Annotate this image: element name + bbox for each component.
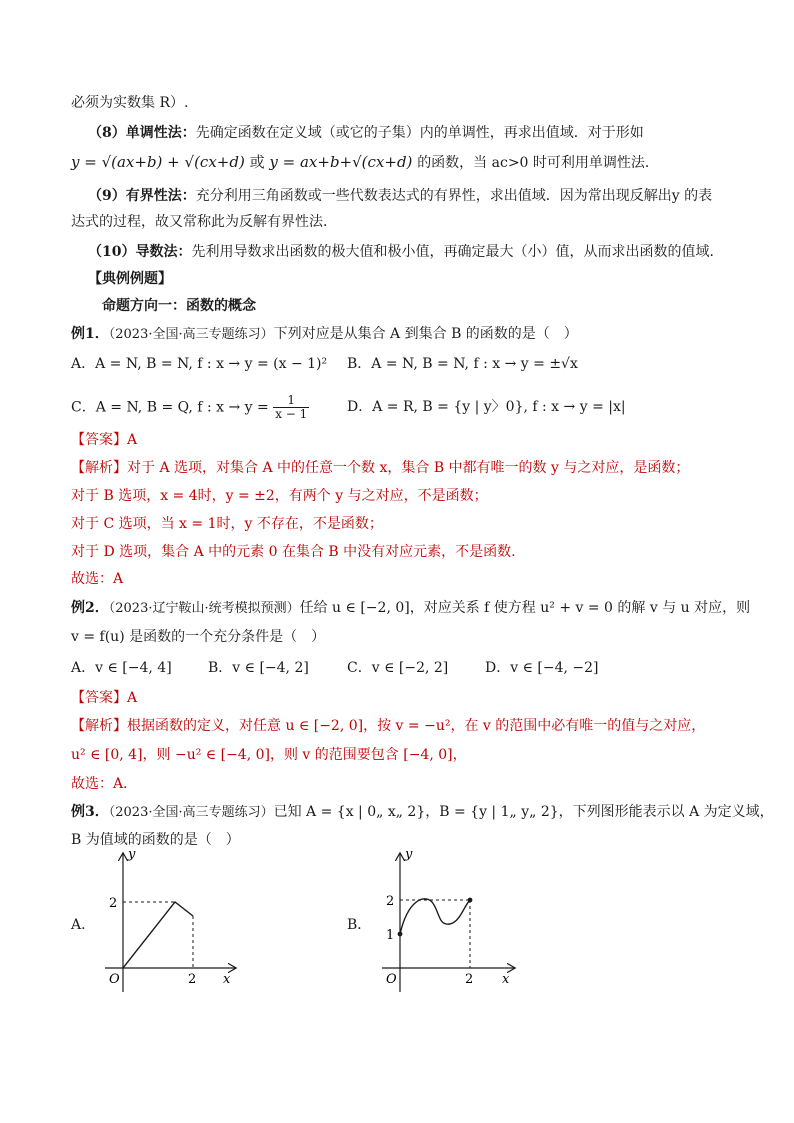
ex2-option-c: C．v ∈ [−2, 2] xyxy=(347,660,449,676)
ex2-option-a: A．v ∈ [−4, 4] xyxy=(71,660,172,676)
method-9-cont: 达式的过程，故又常称此为反解有界性法． xyxy=(71,214,337,230)
ex2-option-b: B．v ∈ [−4, 2] xyxy=(208,660,309,676)
graph-b-label: B． xyxy=(347,917,372,933)
section-title: 【典例例题】 xyxy=(88,271,172,287)
formula-tail: 的函数，当 ac>0 时可利用单调性法． xyxy=(417,155,659,171)
ex1-option-d: D．A = R, B = {y | y〉0}, f : x → y = |x| xyxy=(347,399,626,415)
ex1-analysis-4: 对于 D 选项，集合 A 中的元素 0 在集合 B 中没有对应元素，不是函数. xyxy=(71,544,516,560)
graph-b-start-point xyxy=(398,932,403,937)
graph-a-curve xyxy=(123,902,193,968)
ex3-text: 已知 A = {x | 0„ x„ 2}，B = {y | 1„ y„ 2}，下列图形能表示以 A 为定义域， xyxy=(273,804,774,820)
intro-tail: 必须为实数集 R）. xyxy=(71,95,189,111)
ex2-question-2: v = f(u) 是函数的一个充分条件是（ ） xyxy=(71,629,326,645)
method-9-text: 充分利用三角函数或一些代数表达式的有界性，求出值域．因为常出现反解出y 的表 xyxy=(195,188,713,204)
formula-a: y = √(ax+b) + √(cx+d) xyxy=(71,153,245,171)
ex2-text: 任给 u ∈ [−2, 0]，对应关系 f 使方程 u² + v = 0 的解 v 与 u 对应，则 xyxy=(299,600,751,616)
ex2-choice: 故选：A． xyxy=(71,776,138,792)
graph-b xyxy=(372,850,522,1000)
method-8 xyxy=(88,123,644,143)
frac-num: 1 xyxy=(273,394,309,408)
ex2-source: （2023·辽宁鞍山·统考模拟预测） xyxy=(108,601,300,616)
method-9-label: （9）有界性法： xyxy=(88,188,196,204)
ex1-source: （2023·全国·高三专题练习） xyxy=(108,327,274,342)
ex1-question xyxy=(71,324,578,345)
formula-b: y = ax+b+√(cx+d) xyxy=(269,153,413,171)
ex1-option-c-text: C．A = N, B = Q, f : x → y = xyxy=(71,399,269,416)
formula-or: 或 xyxy=(249,153,265,171)
ex2-question-1 xyxy=(71,598,750,619)
ex2-option-d: D．v ∈ [−4, −2] xyxy=(485,660,599,676)
ex3-label: 例3． xyxy=(71,804,109,820)
ex3-question-2: B 为值域的函数的是（ ） xyxy=(71,832,240,848)
ex1-option-b: B．A = N, B = N, f : x → y = ±√x xyxy=(347,356,578,372)
graph-b-origin: O xyxy=(386,972,397,987)
ex1-label: 例1． xyxy=(71,326,109,342)
method-9 xyxy=(88,186,712,206)
graph-a-label: A． xyxy=(71,917,96,933)
ex1-option-a: A．A = N, B = N, f : x → y = (x − 1)² xyxy=(71,356,328,372)
graph-a xyxy=(95,850,245,1000)
graph-a-origin: O xyxy=(109,972,120,987)
graph-a-tick-y2: 2 xyxy=(109,896,118,911)
ex1-choice: 故选：A xyxy=(71,571,124,587)
ex1-analysis-1: 【解析】对于 A 选项，对集合 A 中的任意一个数 x，集合 B 中都有唯一的数 y 与之对应，是函数； xyxy=(71,460,690,476)
graph-a-tick-x2: 2 xyxy=(188,972,197,987)
ex2-label: 例2． xyxy=(71,600,109,616)
ex2-analysis-2: u² ∈ [0, 4]，则 −u² ∈ [−4, 0]，则 v 的范围要包含 [−4, 0]， xyxy=(71,747,467,763)
graph-b-tick-x2: 2 xyxy=(465,972,474,987)
graph-b-end-point xyxy=(468,898,473,903)
method-10 xyxy=(88,242,723,262)
ex1-text: 下列对应是从集合 A 到集合 B 的函数的是（ ） xyxy=(273,326,578,342)
method-10-text: 先利用导数求出函数的极大值和极小值，再确定最大（小）值，从而求出函数的值域． xyxy=(191,244,724,260)
ex1-option-c-fraction xyxy=(273,394,309,421)
graph-b-tick-y1: 1 xyxy=(386,928,395,943)
graph-b-curve xyxy=(400,899,470,934)
method-8-formula xyxy=(71,152,659,173)
graph-b-x-label: x xyxy=(502,972,510,987)
subsection-title: 命题方向一：函数的概念 xyxy=(102,298,256,314)
frac-den: x − 1 xyxy=(275,407,308,421)
ex3-question-1 xyxy=(71,802,774,823)
graph-b-y-label: y xyxy=(405,850,413,862)
ex1-option-c xyxy=(71,394,309,421)
method-8-label: （8）单调性法： xyxy=(88,125,196,141)
ex1-analysis-3: 对于 C 选项，当 x = 1时，y 不存在，不是函数； xyxy=(71,516,383,532)
ex2-answer: 【答案】A xyxy=(71,690,138,706)
graph-b-tick-y2: 2 xyxy=(386,894,395,909)
method-8-text: 先确定函数在定义域（或它的子集）内的单调性，再求出值域．对于形如 xyxy=(195,125,644,141)
ex1-answer: 【答案】A xyxy=(71,432,138,448)
ex3-source: （2023·全国·高三专题练习） xyxy=(108,805,274,820)
graph-a-x-label: x xyxy=(223,972,231,987)
ex1-analysis-2: 对于 B 选项，x = 4时，y = ±2，有两个 y 与之对应，不是函数； xyxy=(71,488,488,504)
ex2-analysis-1: 【解析】根据函数的定义，对任意 u ∈ [−2, 0]，按 v = −u²，在 v 的范围中必有唯一的值与之对应， xyxy=(71,718,706,734)
method-10-label: （10）导数法： xyxy=(88,244,192,260)
graph-a-y-label: y xyxy=(128,850,136,862)
